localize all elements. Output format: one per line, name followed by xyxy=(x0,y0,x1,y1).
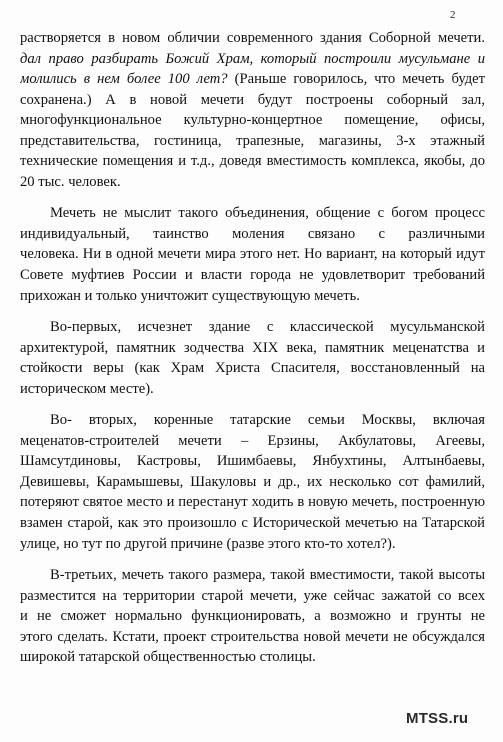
text-segment: Во- вторых, коренные татарские семьи Москвы, включая xyxy=(50,412,485,429)
text-line xyxy=(20,586,485,607)
text-line xyxy=(20,317,485,338)
text-segment: Девишевы, Карамышевы, Шакуловы и др., их несколько сот фамилий, xyxy=(20,473,485,490)
text-line xyxy=(20,244,485,265)
text-line xyxy=(20,534,485,555)
text-line xyxy=(20,472,485,493)
text-segment: широкой татарской общественностью столицы. xyxy=(20,649,316,666)
text-line xyxy=(20,451,485,472)
text-line xyxy=(20,627,485,648)
text-segment: Во-первых, исчезнет здание с классической мусульманской xyxy=(50,319,485,336)
text-line xyxy=(20,410,485,431)
paragraph-gap xyxy=(20,554,485,565)
text-segment: историческом месте). xyxy=(20,380,154,397)
paragraph xyxy=(20,565,485,668)
watermark-logo: MTSS.ru xyxy=(406,710,469,727)
text-segment: (Раньше говорилось, что мечеть будет xyxy=(227,71,485,88)
text-line xyxy=(20,90,485,111)
text-segment: индивидуальный, таинство моления связано с различными xyxy=(20,225,485,242)
text-line xyxy=(20,28,485,49)
text-segment: представительства, гостиница, трапезные, магазины, 3-х этажный xyxy=(20,132,485,149)
text-segment: архитектурой, памятник зодчества XIX века, памятник меценатства и xyxy=(20,339,485,356)
text-line xyxy=(20,338,485,359)
text-line xyxy=(20,358,485,379)
text-line xyxy=(20,110,485,131)
text-line xyxy=(20,606,485,627)
text-line xyxy=(20,172,485,193)
paragraph xyxy=(20,28,485,192)
text-segment: разместится на территории старой мечети, уже сейчас зажатой со всех xyxy=(20,587,485,604)
text-segment: человека. Ни в одной мечети мира этого нет. Но вариант, на который идут xyxy=(20,246,485,263)
paragraph xyxy=(20,410,485,554)
text-segment: сохранена.) А в новой мечети будут построены соборный зал, xyxy=(20,91,485,108)
page-number: 2 xyxy=(450,9,456,21)
paragraph-gap xyxy=(20,192,485,203)
paragraph xyxy=(20,317,485,399)
text-line xyxy=(20,151,485,172)
text-segment: этого сделать. Кстати, проект строительства новой мечети не обсуждался xyxy=(20,628,485,645)
text-line xyxy=(20,492,485,513)
paragraph-gap xyxy=(20,306,485,317)
text-line xyxy=(20,286,485,307)
text-line xyxy=(20,565,485,586)
text-segment: взамен старой, как это произошло с Исторической мечетью на Татарской xyxy=(20,515,485,532)
italic-text-segment: молились в нем более 100 лет? xyxy=(20,71,228,88)
text-segment: потеряют святое место и перестанут ходить в новую мечеть, построенную xyxy=(20,494,485,511)
paragraph-gap xyxy=(20,399,485,410)
text-line xyxy=(20,49,485,70)
text-line xyxy=(20,379,485,400)
text-line xyxy=(20,513,485,534)
document-body xyxy=(20,28,485,668)
text-segment: Совете муфтиев России и власти города не удовлетворит требований xyxy=(20,267,485,284)
text-segment: многофункциональное культурно-концертное помещение, офисы, xyxy=(20,112,485,129)
text-line xyxy=(20,224,485,245)
text-segment: Мечеть не мыслит такого объединения, общение с богом процесс xyxy=(50,205,485,222)
text-line xyxy=(20,431,485,452)
text-segment: меценатов-строителей мечети – Ерзины, Акбулатовы, Агеевы, xyxy=(20,432,485,449)
text-line xyxy=(20,647,485,668)
text-segment: 20 тыс. человек. xyxy=(20,173,121,190)
italic-text-segment: дал право разбирать Божий Храм, который построили мусульмане и xyxy=(20,50,485,67)
text-segment: и не сможет нормально функционировать, а возможно и грунты не xyxy=(20,608,485,625)
paragraph xyxy=(20,203,485,306)
text-segment: растворяется в новом обличии современного здания Соборной мечети. xyxy=(20,30,485,46)
text-segment: прихожан и только уничтожит существующую мечеть. xyxy=(20,287,360,304)
text-segment: технические помещения и т.д., доведя вместимость комплекса, якобы, до xyxy=(20,153,485,170)
text-line xyxy=(20,203,485,224)
text-segment: улице, но тут по другой причине (разве этого кто-то хотел?). xyxy=(20,535,396,552)
text-segment: стойкости веры (как Храм Христа Спасителя, восстановленный на xyxy=(20,360,485,377)
text-line xyxy=(20,69,485,90)
text-segment: Шамсутдиновы, Кастровы, Ишимбаевы, Янбухтины, Алтынбаевы, xyxy=(20,453,485,470)
text-segment: В-третьих, мечеть такого размера, такой вместимости, такой высоты xyxy=(50,567,485,584)
text-line xyxy=(20,131,485,152)
text-line xyxy=(20,265,485,286)
